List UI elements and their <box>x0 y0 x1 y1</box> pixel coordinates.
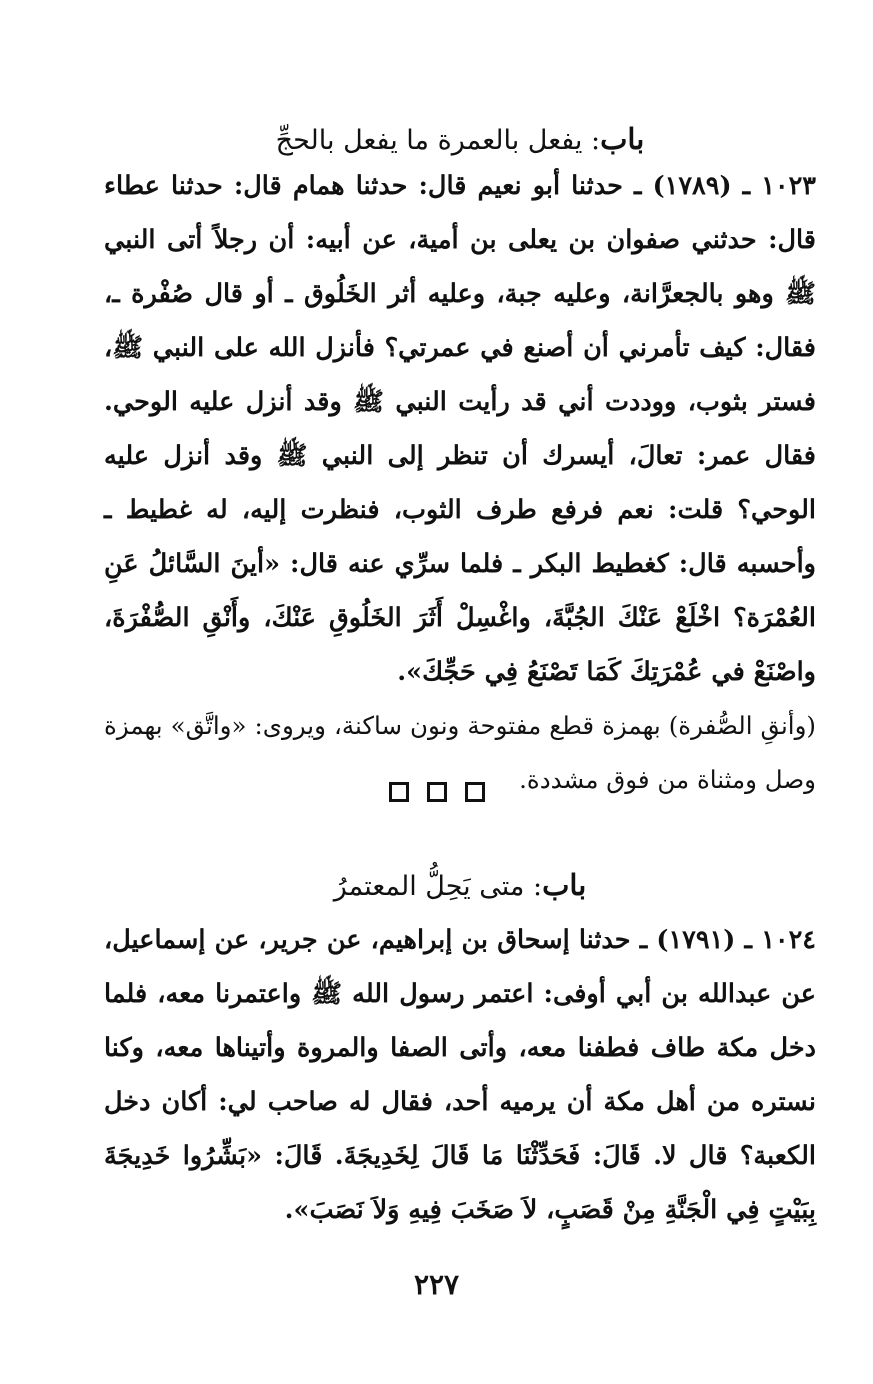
section-umrah <box>104 159 816 807</box>
section-divider <box>0 782 873 802</box>
bab-label: باب <box>542 868 587 903</box>
footnote-explanation: (وأنقِ الصُّفرة) بهمزة قطع مفتوحة ونون ساكنة، ويروى: «واتَّق» بهمزة وصل ومثناة من فوق مشددة. <box>104 711 816 794</box>
chapter-heading-umrah <box>104 119 816 161</box>
page-number: ٢٢٧ <box>413 1268 460 1301</box>
chapter-title: : متى يَحِلُّ المعتمرُ <box>333 871 543 903</box>
divider-square-icon <box>389 782 409 802</box>
divider-square-icon <box>427 782 447 802</box>
chapter-title: : يفعل بالعمرة ما يفعل بالحجِّ <box>275 125 601 157</box>
bab-label: باب <box>600 122 645 157</box>
section-mutamir <box>104 913 816 1237</box>
hadith-paragraph-1023: ١٠٢٣ ـ (١٧٨٩) ـ حدثنا أبو نعيم قال: حدثنا همام قال: حدثنا عطاء قال: حدثني صفوان بن يعلى بن أمية، عن أبيه: أن رجلاً أتى النبي ﷺ وهو بالجعرَّانة، وعليه جبة، وعليه أثر الخَلُوق ـ أو قال صُفْرة ـ، فقال: كيف تأمرني أن أصنع في عمرتي؟ فأنزل الله على النبي ﷺ، فستر بثوب، ووددت أني قد رأيت النبي ﷺ وقد أنزل عليه الوحي. فقال عمر: تعالَ، أيسرك أن تنظر إلى النبي ﷺ وقد أنزل عليه الوحي؟ قلت: نعم فرفع طرف الثوب، فنظرت إليه، له غطيط ـ وأحسبه قال: كغطيط البكر ـ فلما سرِّي عنه قال: «أينَ السَّائلُ عَنِ العُمْرَة؟ اخْلَعْ عَنْكَ الجُبَّةَ، واغْسِلْ أَثَرَ الخَلُوقِ عَنْكَ، وأَنْقِ الصُّفْرَةَ، واصْنَعْ في عُمْرَتِكَ كَمَا تَصْنَعُ فِي حَجِّكَ». <box>104 171 816 687</box>
chapter-heading-mutamir <box>104 865 816 907</box>
hadith-paragraph-1024: ١٠٢٤ ـ (١٧٩١) ـ حدثنا إسحاق بن إبراهيم، عن جرير، عن إسماعيل، عن عبدالله بن أبي أوفى: اعتمر رسول الله ﷺ واعتمرنا معه، فلما دخل مكة طاف فطفنا معه، وأتى الصفا والمروة وأتيناها معه، وكنا نستره من أهل مكة أن يرميه أحد، فقال له صاحب لي: أكان دخل الكعبة؟ قال لا. قَالَ: فَحَدِّثْنَا مَا قَالَ لِخَدِيجَةَ. قَالَ: «بَشِّرُوا خَدِيجَةَ بِبَيْتٍ فِي الْجَنَّةِ مِنْ قَصَبٍ، لاَ صَخَبَ فِيهِ وَلاَ نَصَبَ». <box>104 925 816 1225</box>
divider-square-icon <box>465 782 485 802</box>
